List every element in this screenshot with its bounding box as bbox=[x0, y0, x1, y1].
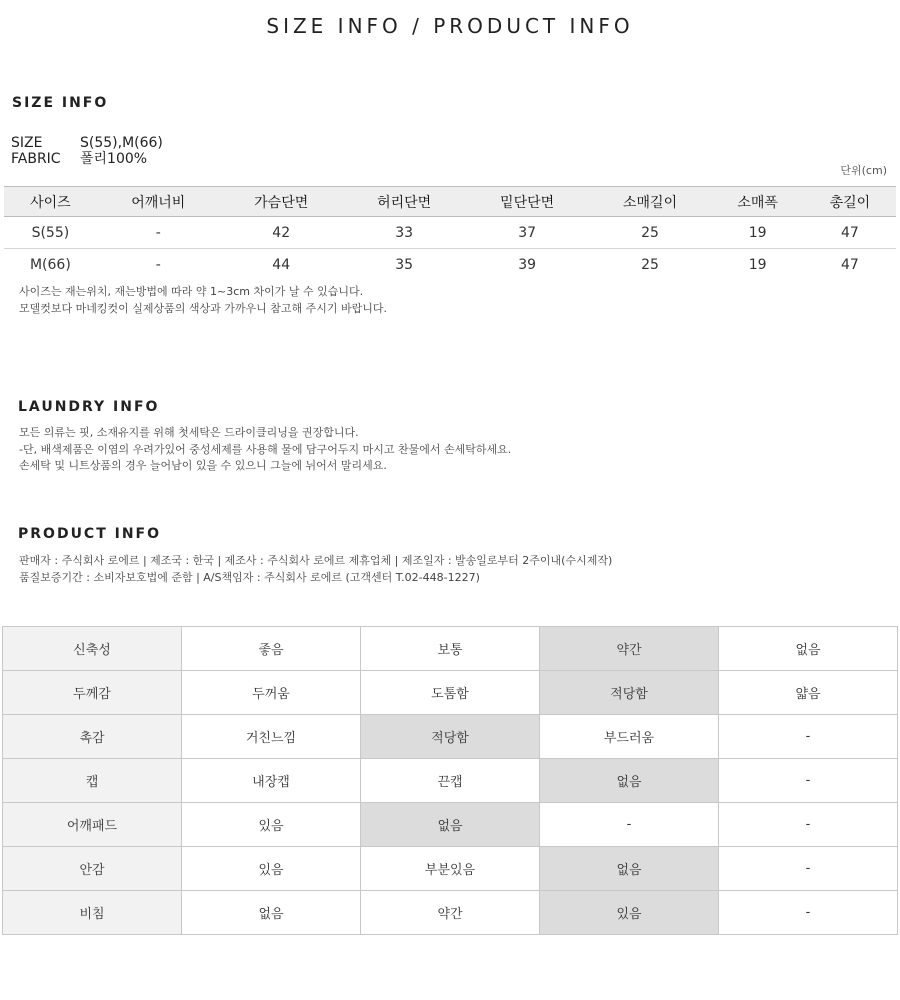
table-row bbox=[4, 249, 896, 281]
attribute-option: 보통 bbox=[361, 627, 540, 671]
table-cell: 33 bbox=[343, 217, 466, 249]
page-title: SIZE INFO / PRODUCT INFO bbox=[266, 14, 634, 38]
attribute-option-selected: 적당함 bbox=[540, 671, 719, 715]
laundry-note-line: -단, 배색제품은 이염의 우려가있어 중성세제를 사용해 물에 담구어두지 마시고 찬물에서 손세탁하세요. bbox=[19, 442, 512, 456]
size-table-header-cell: 어깨너비 bbox=[97, 187, 220, 217]
size-label: SIZE bbox=[11, 135, 43, 151]
attribute-option: - bbox=[719, 803, 898, 847]
size-info-heading: SIZE INFO bbox=[12, 95, 109, 111]
attribute-label: 신축성 bbox=[3, 627, 182, 671]
attribute-option: 부드러움 bbox=[540, 715, 719, 759]
attribute-row bbox=[3, 627, 898, 671]
product-info-heading: PRODUCT INFO bbox=[18, 526, 162, 542]
attribute-option: - bbox=[719, 759, 898, 803]
table-cell: - bbox=[97, 217, 220, 249]
size-table-header-cell: 소매길이 bbox=[589, 187, 712, 217]
attribute-option: 내장캡 bbox=[182, 759, 361, 803]
unit-note: 단위(cm) bbox=[840, 164, 887, 177]
attribute-option: 거친느낌 bbox=[182, 715, 361, 759]
attribute-option: 좋음 bbox=[182, 627, 361, 671]
size-table-header-cell: 허리단면 bbox=[343, 187, 466, 217]
size-table-header-cell: 가슴단면 bbox=[220, 187, 343, 217]
size-table-header-cell: 소매폭 bbox=[712, 187, 804, 217]
table-row bbox=[4, 217, 896, 249]
laundry-notes bbox=[19, 425, 511, 475]
attribute-option: - bbox=[540, 803, 719, 847]
table-cell: 19 bbox=[748, 256, 767, 273]
table-cell: 25 bbox=[641, 256, 659, 273]
attribute-row bbox=[3, 671, 898, 715]
attribute-option: 약간 bbox=[361, 891, 540, 935]
attribute-label: 비침 bbox=[3, 891, 182, 935]
table-cell: 42 bbox=[220, 217, 343, 249]
table-cell: - bbox=[155, 256, 161, 273]
fabric-value: 폴리100% bbox=[80, 151, 148, 167]
table-cell: 19 bbox=[712, 217, 804, 249]
table-cell: M(66) bbox=[29, 256, 71, 273]
attribute-option: 두꺼움 bbox=[182, 671, 361, 715]
size-table-header-cell: 밑단단면 bbox=[466, 187, 589, 217]
table-cell: 47 bbox=[840, 256, 859, 273]
attribute-label: 캡 bbox=[3, 759, 182, 803]
table-cell: 39 bbox=[518, 256, 537, 273]
attribute-option: 없음 bbox=[182, 891, 361, 935]
product-attribute-table bbox=[2, 626, 898, 935]
table-cell: 47 bbox=[804, 217, 896, 249]
attribute-option: 있음 bbox=[182, 803, 361, 847]
attribute-option: 있음 bbox=[182, 847, 361, 891]
size-value: S(55),M(66) bbox=[80, 135, 163, 151]
attribute-option: 얇음 bbox=[719, 671, 898, 715]
attribute-option-selected: 없음 bbox=[361, 803, 540, 847]
fabric-spec-row bbox=[11, 151, 147, 167]
attribute-label: 안감 bbox=[3, 847, 182, 891]
attribute-row bbox=[3, 847, 898, 891]
attribute-label: 어깨패드 bbox=[3, 803, 182, 847]
size-table-header-cell: 총길이 bbox=[804, 187, 896, 217]
attribute-row bbox=[3, 803, 898, 847]
table-cell: 44 bbox=[272, 256, 291, 273]
attribute-option-selected: 약간 bbox=[540, 627, 719, 671]
attribute-label: 두께감 bbox=[3, 671, 182, 715]
attribute-option-selected: 있음 bbox=[540, 891, 719, 935]
attribute-option-selected: 없음 bbox=[540, 847, 719, 891]
size-table-header-cell: 사이즈 bbox=[4, 187, 97, 217]
attribute-option: 없음 bbox=[719, 627, 898, 671]
size-note-line: 모델컷보다 마네킹컷이 실제상품의 색상과 가까우니 참고해 주시기 바랍니다. bbox=[19, 301, 388, 315]
attribute-row bbox=[3, 759, 898, 803]
attribute-row bbox=[3, 715, 898, 759]
table-cell: 37 bbox=[466, 217, 589, 249]
attribute-option: 부분있음 bbox=[361, 847, 540, 891]
attribute-option: - bbox=[719, 715, 898, 759]
laundry-info-heading: LAUNDRY INFO bbox=[18, 399, 160, 415]
attribute-label: 촉감 bbox=[3, 715, 182, 759]
table-cell: 25 bbox=[589, 217, 712, 249]
attribute-option: - bbox=[719, 847, 898, 891]
product-note-line: 품질보증기간 : 소비자보호법에 준함 | A/S책임자 : 주식회사 로에르 (고객센터 T.02-448-1227) bbox=[19, 570, 480, 584]
table-cell: S(55) bbox=[4, 217, 97, 249]
attribute-option: - bbox=[719, 891, 898, 935]
attribute-option: 도톰함 bbox=[361, 671, 540, 715]
size-notes bbox=[19, 284, 387, 317]
product-note-line: 판매자 : 주식회사 로에르 | 제조국 : 한국 | 제조사 : 주식회사 로에르 제휴업체 | 제조일자 : 발송일로부터 2주이내(수시제작) bbox=[19, 554, 613, 567]
size-note-line: 사이즈는 재는위치, 재는방법에 따라 약 1~3cm 차이가 날 수 있습니다. bbox=[19, 285, 364, 298]
attribute-option-selected: 없음 bbox=[540, 759, 719, 803]
laundry-note-line: 모든 의류는 핏, 소재유지를 위해 첫세탁은 드라이클리닝을 권장합니다. bbox=[19, 426, 359, 439]
attribute-row bbox=[3, 891, 898, 935]
fabric-label: FABRIC bbox=[11, 151, 61, 167]
laundry-note-line: 손세탁 및 니트상품의 경우 늘어남이 있을 수 있으니 그늘에 뉘어서 말리세요. bbox=[19, 459, 387, 472]
table-cell: 35 bbox=[395, 256, 414, 273]
size-spec-row bbox=[11, 135, 163, 151]
attribute-option: 끈캡 bbox=[361, 759, 540, 803]
attribute-option-selected: 적당함 bbox=[361, 715, 540, 759]
size-table-header bbox=[4, 187, 896, 217]
product-notes bbox=[19, 553, 612, 586]
size-table bbox=[4, 186, 896, 281]
